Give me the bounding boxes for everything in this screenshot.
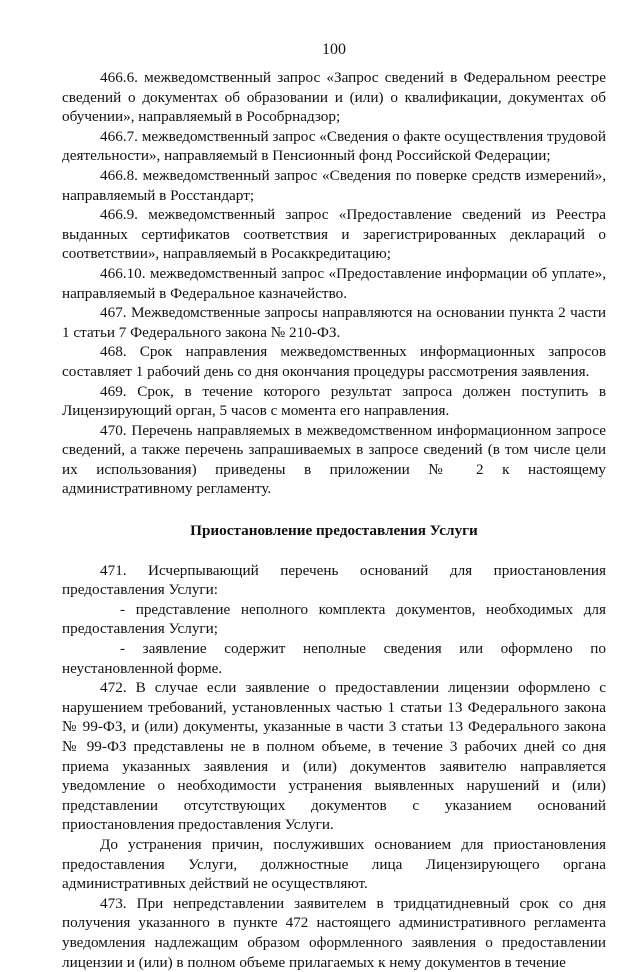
- paragraph-466-8: 466.8. межведомственный запрос «Сведения по поверке средств измерений», направляемый в Росстандарт;: [62, 166, 606, 204]
- paragraph-470: 470. Перечень направляемых в межведомственном информационном запросе сведений, а также перечень запрашиваемых в запросе сведений (в том числе цели их использования) приведены в приложении № 2 к настоящему административному регламенту.: [62, 421, 606, 498]
- paragraph-471: 471. Исчерпывающий перечень оснований для приостановления предоставления Услуги:: [62, 561, 606, 599]
- paragraph-469: 469. Срок, в течение которого результат запроса должен поступить в Лицензирующий орган, 5 часов с момента его направления.: [62, 382, 606, 420]
- paragraph-473: 473. При непредставлении заявителем в тридцатидневный срок со дня получения указанного в пункте 472 настоящего административного регламента уведомления надлежащим образом оформленного заявления о предоставлении лицензии и (или) в полном объеме прилагаемых к нему документов в течение: [62, 894, 606, 971]
- paragraph-467: 467. Межведомственные запросы направляются на основании пункта 2 части 1 статьи 7 Федерального закона № 210-ФЗ.: [62, 304, 606, 341]
- list-item-incomplete-documents: - представление неполного комплекта документов, необходимых для предоставления Услуги;: [62, 600, 606, 638]
- paragraph-466-6: 466.6. межведомственный запрос «Запрос сведений в Федеральном реестре сведений о документах об образовании и (или) о квалификации, документах об обучении», направляемый в Рособрнадзор;: [62, 69, 606, 126]
- paragraph-466-9: 466.9. межведомственный запрос «Предоставление сведений из Реестра выданных сертификатов соответствия и зарегистрированных деклараций о соответствии», направляемый в Росаккредитацию;: [62, 206, 606, 263]
- paragraph-until-elimination: До устранения причин, послуживших основанием для приостановления предоставления Услуги, должностные лица Лицензирующего органа административных действий не осуществляют.: [62, 835, 606, 893]
- paragraph-468: 468. Срок направления межведомственных информационных запросов составляет 1 рабочий день со дня окончания процедуры рассмотрения заявления.: [62, 343, 606, 380]
- paragraph-472: 472. В случае если заявление о предоставлении лицензии оформлено с нарушением требований, установленных частью 1 статьи 13 Федерального закона № 99-ФЗ, и (или) документы, указанные в части 3 статьи 13 Федерального закона № 99-ФЗ представлены не в полном объеме, в течение 3 рабочих дней со дня приема указанных заявления и (или) документов заявителю направляется уведомление о необходимости устранения выявленных нарушений и (или) представлении отсутствующих документов с указанием оснований приостановления предоставления Услуги.: [62, 679, 606, 834]
- list-item-incomplete-application: - заявление содержит неполные сведения или оформлено по неустановленной форме.: [62, 640, 606, 677]
- paragraph-466-7: 466.7. межведомственный запрос «Сведения о факте осуществления трудовой деятельности», направляемый в Пенсионный фонд Российской Федерации;: [62, 127, 606, 165]
- paragraph-466-10: 466.10. межведомственный запрос «Предоставление информации об уплате», направляемый в Федеральное казначейство.: [62, 264, 606, 302]
- section-heading: Приостановление предоставления Услуги: [190, 522, 478, 540]
- page-number: 100: [322, 41, 346, 58]
